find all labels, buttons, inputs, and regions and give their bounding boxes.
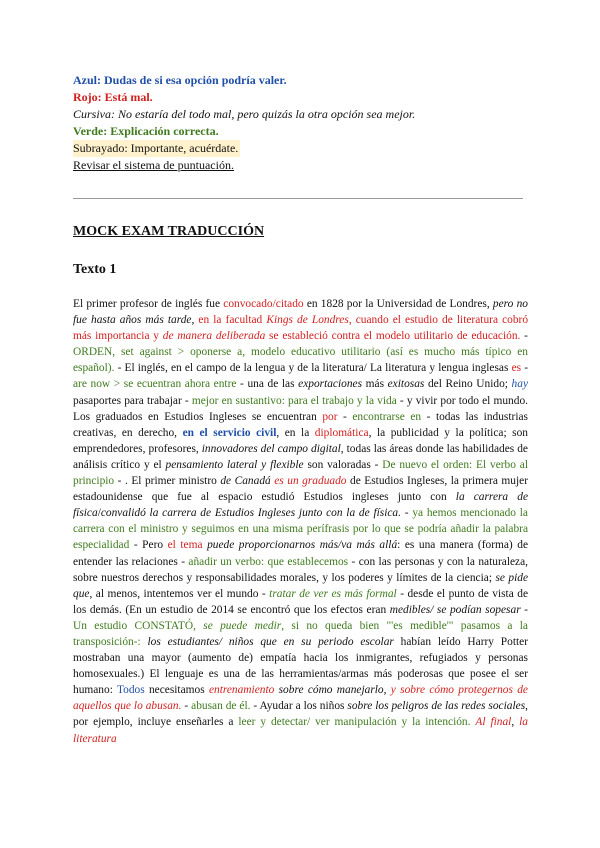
text-segment: , xyxy=(511,716,520,729)
text-segment: innovadores del campo digital xyxy=(201,442,341,455)
text-segment: are now > se ecuentran ahora entre xyxy=(73,378,237,391)
text-segment: - Pero xyxy=(129,539,168,552)
text-segment: la literatura xyxy=(73,716,528,745)
text-segment: es un graduado xyxy=(274,475,347,488)
text-segment: , la publicidad y la política; son emprendedores, profesores, xyxy=(73,426,528,455)
text-segment: , todas las áreas donde las habilidades de análisis crítico y el xyxy=(73,442,528,471)
text-segment: medibles/ se podían sopesar xyxy=(389,603,521,616)
legend-green: Verde: Explicación correcta. xyxy=(73,124,219,138)
text-segment: , en la xyxy=(276,426,315,439)
text-segment: más xyxy=(362,378,388,391)
text-segment: abusan de él. xyxy=(191,700,251,713)
legend-punctuation: Revisar el sistema de puntuación. xyxy=(73,158,234,172)
horizontal-divider xyxy=(73,198,523,199)
text-segment: diplomática xyxy=(314,426,369,439)
text-segment: pensamiento lateral y flexible xyxy=(165,458,304,471)
text-segment: la carrera de física xyxy=(73,491,528,520)
text-segment: De nuevo el orden: El verbo al principio xyxy=(73,458,528,488)
text-segment: - xyxy=(520,330,528,343)
text-segment: pasaportes para trabajar - xyxy=(73,394,192,407)
text-segment: se estableció contra el modelo utilitario de educación. xyxy=(265,330,521,343)
text-segment: mejor en sustantivo: para el trabajo y la vida xyxy=(191,394,397,407)
text-segment: / xyxy=(97,507,101,520)
text-segment: tratar de ver es más formal xyxy=(269,587,397,600)
text-segment: : es una manera (forma) de entender las relaciones - xyxy=(73,539,528,568)
text-segment: por xyxy=(322,410,338,423)
text-segment: - y vivir por todo el mundo. Los graduados en Estudios Ingleses se encuentran xyxy=(73,394,528,423)
legend-blue: Azul: Dudas de si esa opción podría valer. xyxy=(73,73,287,87)
text-segment: leer y detectar/ ver manipulación y la intención. xyxy=(238,716,471,729)
text-segment: - El inglés, en el campo de la lengua y de la literatura/ La literatura y lengua inglesas xyxy=(114,362,512,375)
legend-underline: Subrayado: Importante, acuérdate. xyxy=(73,141,239,155)
text-segment: - xyxy=(400,507,413,520)
document-title: MOCK EXAM TRADUCCIÓN xyxy=(73,224,265,239)
text-segment: ya hemos mencionado la carrera con el ministro y seguimos en una misma perífrasis por lo que se podría añadir la palabra especialidad xyxy=(73,507,528,552)
text-segment: hay xyxy=(511,378,528,391)
text-segment: encontrarse en xyxy=(352,410,422,423)
text-segment: - xyxy=(520,603,528,616)
text-segment: los estudiantes/ niños que en su periodo escolar xyxy=(147,635,394,648)
text-segment: exportaciones xyxy=(298,378,363,391)
text-segment: convalidó la carrera de Estudios Ingleses junto con la de física. xyxy=(100,507,401,520)
text-segment: convocado/citado xyxy=(223,298,304,310)
text-segment: del Reino Unido; xyxy=(424,378,512,391)
text-segment: - xyxy=(521,362,528,375)
text-segment: - desde el punto de vista de los demás. (En un estudio de 2014 se encontró que los efectos eran xyxy=(73,587,529,616)
text-segment: y sobre cómo protegernos de aquellos que lo abusan. xyxy=(73,684,528,713)
text-segment: - xyxy=(181,700,192,713)
text-segment: de Estudios Ingleses, la primera mujer estadounidense que fue al espacio estudió Estudios ingleses junto con xyxy=(73,475,528,504)
text-segment: pero no fue hasta años más tarde xyxy=(73,298,528,327)
text-segment: añadir un verbo: que establecemos xyxy=(188,555,349,568)
text-segment: sobre los peligros de las redes sociales xyxy=(347,700,526,713)
text-segment: entrenamiento xyxy=(208,684,275,697)
text-segment: - una de las xyxy=(236,378,299,391)
text-segment: se puede medir xyxy=(203,619,282,632)
text-segment: , xyxy=(191,314,199,327)
text-segment: - . El primer ministro xyxy=(114,475,221,488)
text-segment: - Ayudar a los niños xyxy=(250,700,348,713)
legend-red: Rojo: Está mal. xyxy=(73,90,153,104)
text-segment: de manera deliberada xyxy=(162,330,266,343)
text-segment: , por ejemplo, incluye enseñarles a xyxy=(73,700,528,729)
legend-italic: Cursiva: No estaría del todo mal, pero quizás la otra opción sea mejor. xyxy=(73,107,416,121)
text-segment: exitosas xyxy=(387,378,425,391)
text-segment: en 1828 por la Universidad de Londres, xyxy=(303,298,493,310)
section-heading: Texto 1 xyxy=(73,262,117,277)
text-segment: puede proporcionarnos más/va más allá xyxy=(207,539,398,552)
text-segment: en el servicio civil xyxy=(182,426,277,439)
text-segment: es xyxy=(511,362,522,375)
text-segment: Al final xyxy=(475,716,512,729)
text-segment: , si no queda bien "'es medible'" pasamos a la transposición-: xyxy=(73,619,528,648)
text-segment: - xyxy=(337,410,353,423)
text-segment: se pide que xyxy=(73,571,528,600)
text-segment: de Canadá xyxy=(220,475,271,488)
text-segment: , al menos, intentemos ver el mundo - xyxy=(89,587,270,600)
text-segment: - con las personas y con la naturaleza, sobre nuestros derechos y responsabilidades morales, y los poderes y límites de la ciencia; xyxy=(73,555,529,584)
text-segment: , xyxy=(383,684,391,697)
text-segment: ORDEN, set against > oponerse a, modelo educativo utilitario (así es mucho más típico en español). xyxy=(73,346,528,375)
text-segment: Kings de Londres xyxy=(266,314,349,327)
text-segment: , cuando el estudio de literatura cobró más importancia y xyxy=(73,314,529,343)
text-segment: El primer profesor de inglés fue xyxy=(73,298,224,310)
text-segment: en la facultad xyxy=(198,314,267,327)
text-segment: necesitamos xyxy=(144,684,209,697)
text-segment: sobre cómo manejarlo xyxy=(278,684,384,697)
text-segment: - todas las industrias creativas, en derecho, xyxy=(73,410,528,439)
text-segment: habían leído Harry Potter mostraban una mayor (aumento de) empatía hacia los inmigrantes, refugiados y personas homosexuales.) El lenguaje es una de las herramientas/armas más poderosas que posee el ser humano: xyxy=(73,635,528,697)
text-segment: son valoradas - xyxy=(303,458,383,471)
text-segment: el tema xyxy=(167,539,203,552)
text-segment: Un estudio CONSTATÓ, xyxy=(73,619,204,632)
text-segment: Todos xyxy=(116,684,145,697)
translation-paragraph xyxy=(73,296,528,747)
color-legend xyxy=(73,72,533,174)
